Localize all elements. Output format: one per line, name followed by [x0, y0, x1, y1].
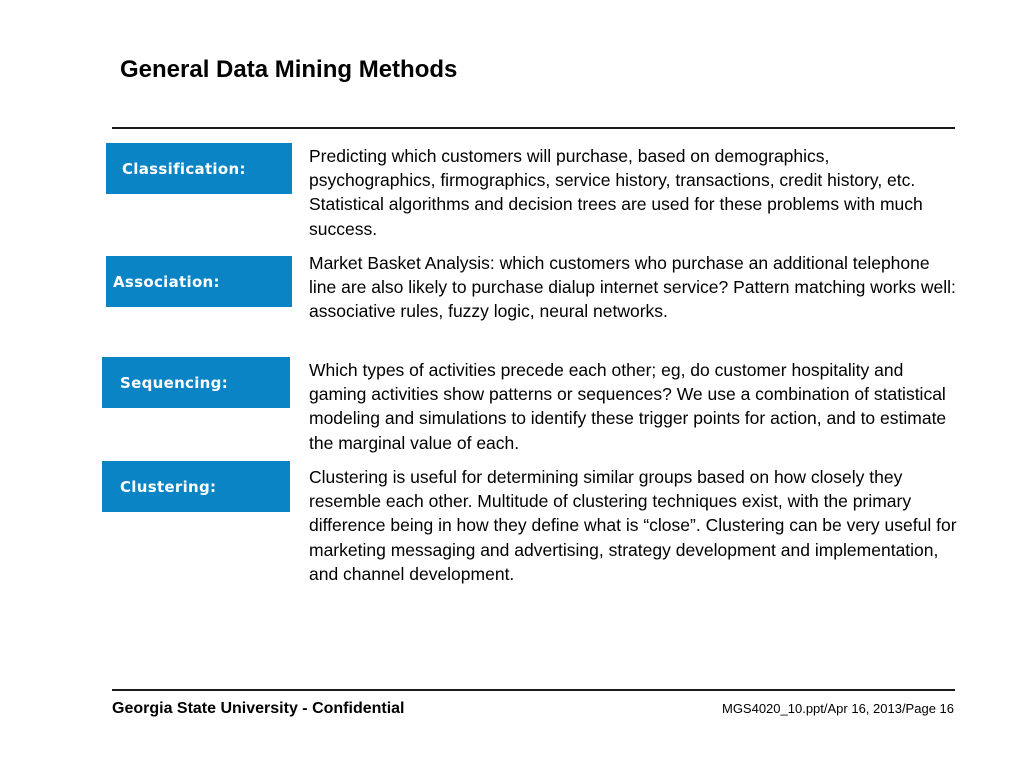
footer-page-info: MGS4020_10.ppt/Apr 16, 2013/Page 16 [721, 701, 954, 716]
bottom-divider [112, 689, 955, 691]
association-label: Association: [106, 256, 292, 307]
sequencing-description: Which types of activities precede each other; eg, do customer hospitality and gaming activities show patterns or sequences? We use a combination of statistical modeling and simulations to identify these trigger points for action, and to estimate the marginal value of each. [309, 360, 947, 453]
classification-description: Predicting which customers will purchase, based on demographics, psychographics, firmographics, service history, transactions, credit history, etc. Statistical algorithms and decision trees are used for these problems with much success. [309, 146, 923, 239]
association-description: Market Basket Analysis: which customers who purchase an additional telephone line are also likely to purchase dialup internet service? Pattern matching works well: associative rules, fuzzy logic, neural networks. [309, 253, 956, 322]
slide-title: General Data Mining Methods [120, 56, 458, 83]
clustering-label: Clustering: [102, 461, 290, 512]
classification-label: Classification: [106, 143, 292, 194]
top-divider [112, 127, 955, 129]
clustering-description: Clustering is useful for determining similar groups based on how closely they resemble each other. Multitude of clustering techniques exist, with the primary difference being in how they define what is “close”. Clustering can be very useful for marketing messaging and advertising, strategy development and implementation, and channel development. [309, 467, 957, 584]
sequencing-label: Sequencing: [102, 357, 290, 408]
footer-confidential: Georgia State University - Confidential [112, 700, 405, 717]
